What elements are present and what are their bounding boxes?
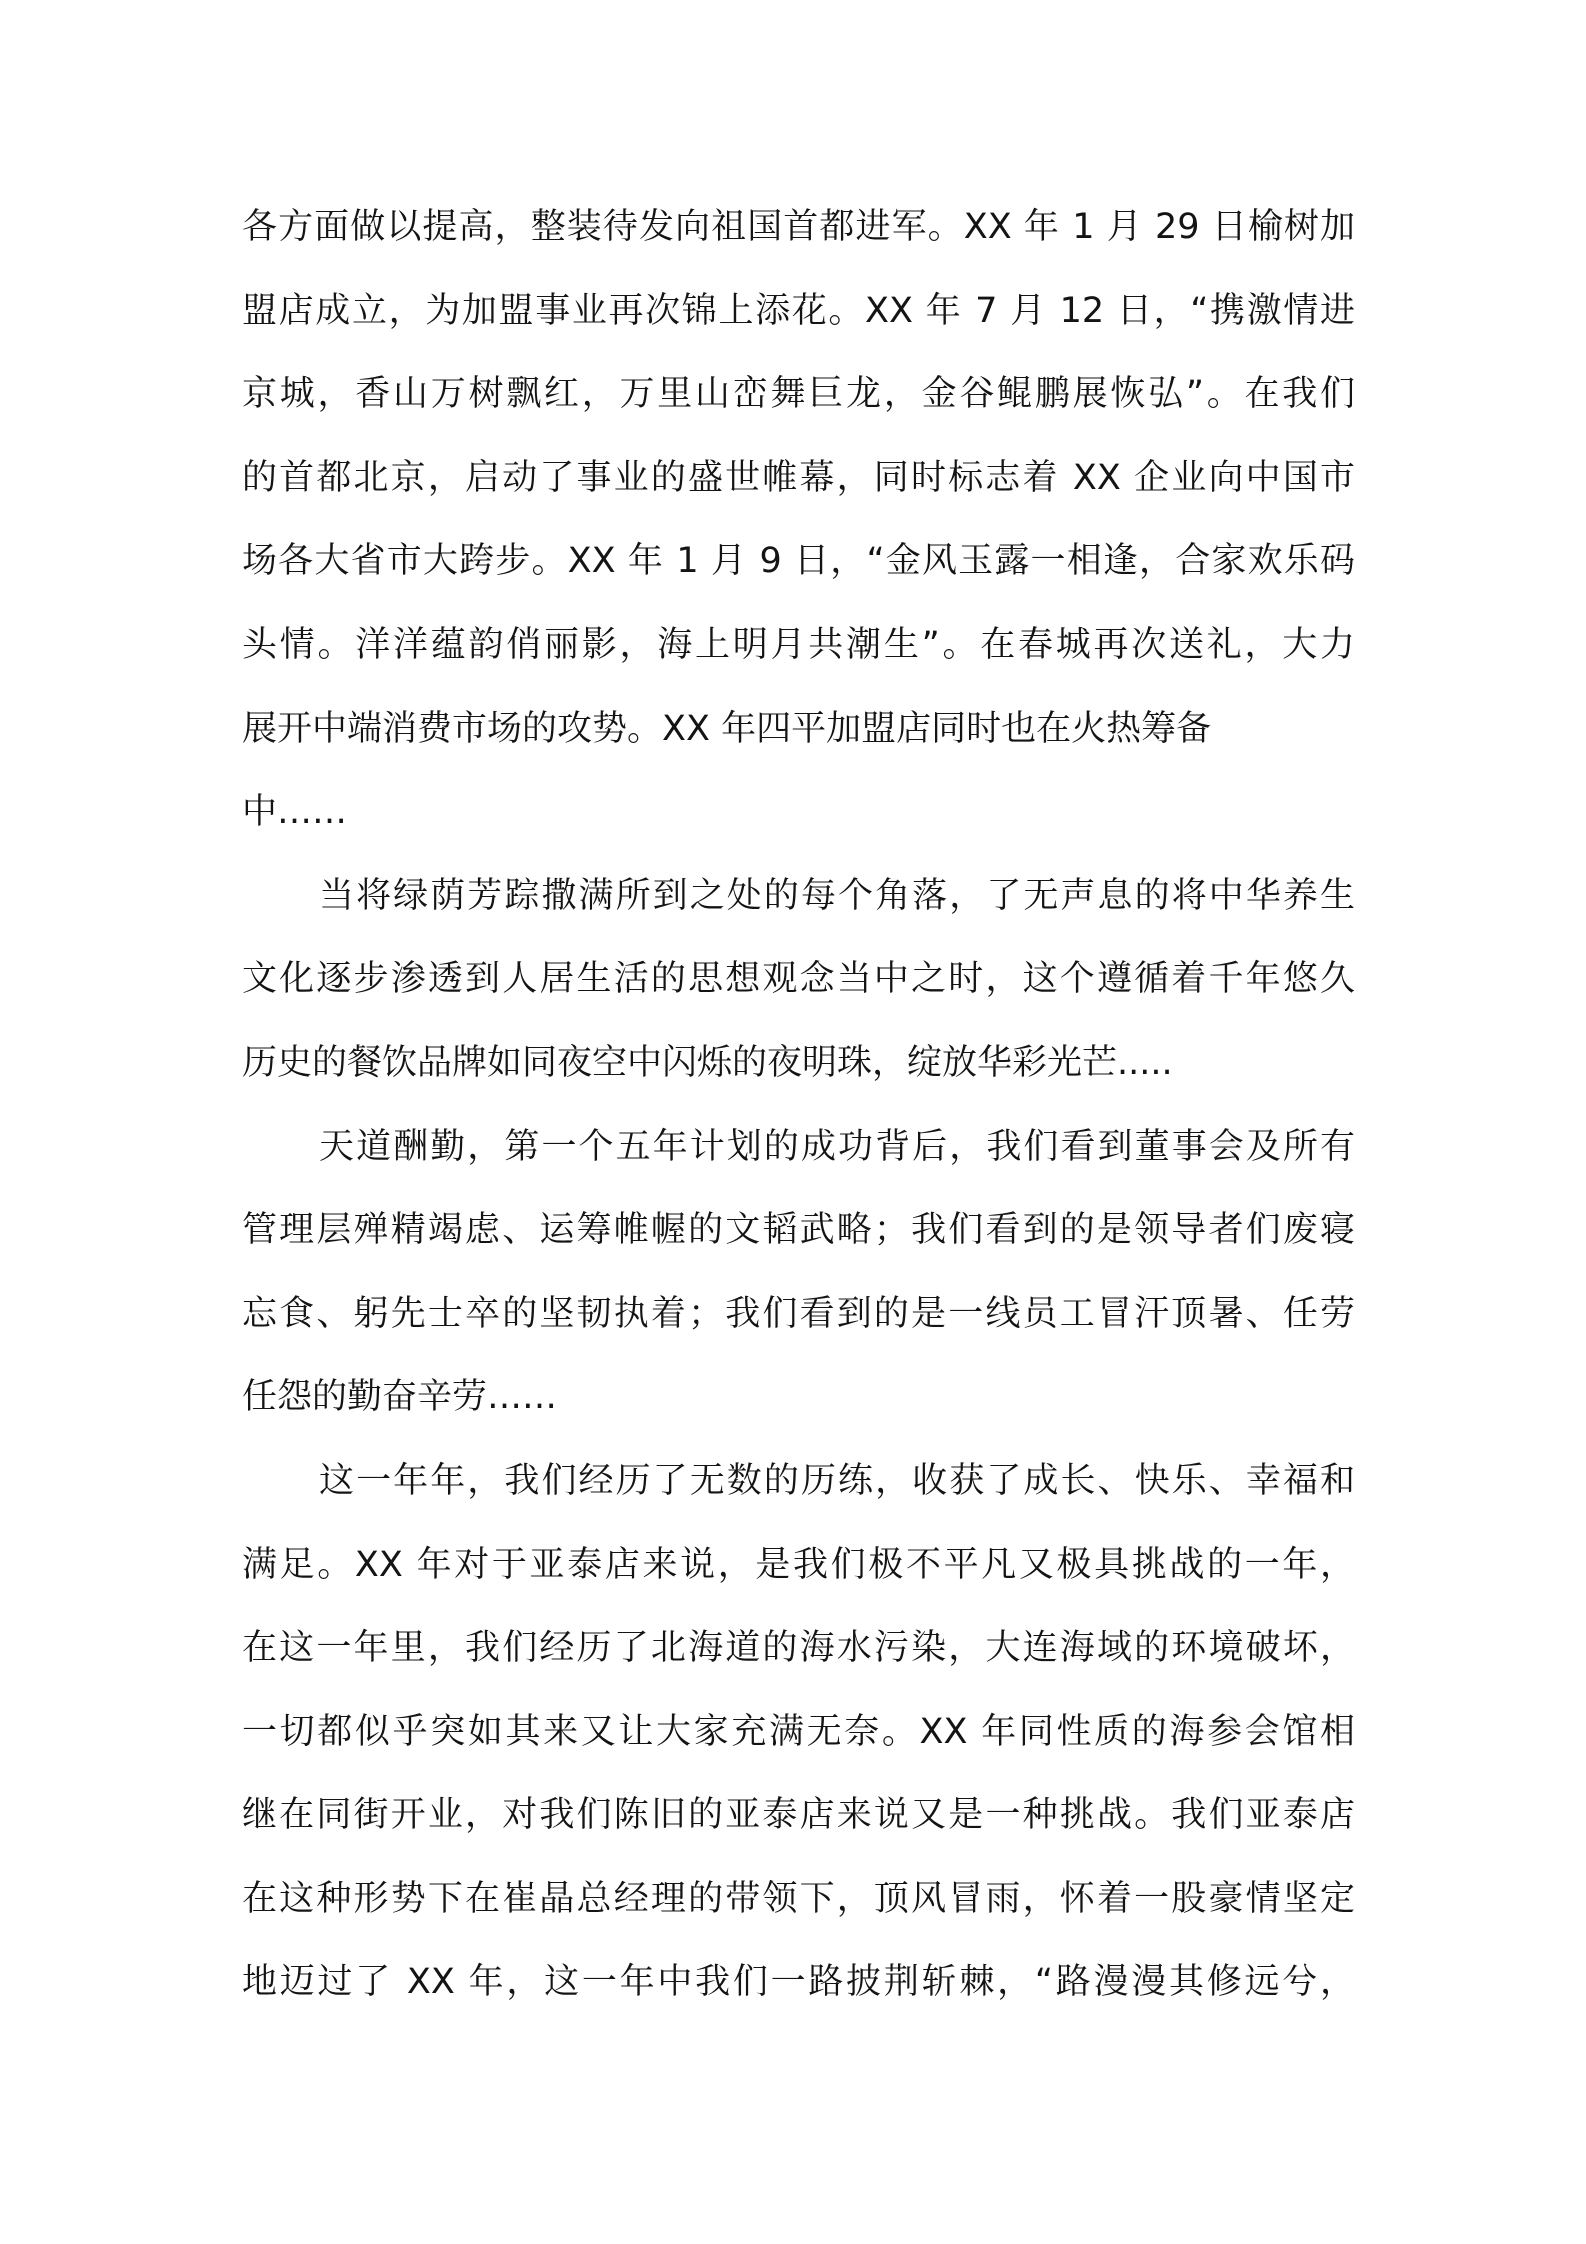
text-line: 历史的餐饮品牌如同夜空中闪烁的夜明珠，绽放华彩光芒.....	[242, 1042, 1173, 1083]
text-line: 中……	[242, 792, 348, 833]
text-line: 文化逐步渗透到人居生活的思想观念当中之时，这个遵循着千年悠久	[242, 959, 1355, 1000]
text-line: 的首都北京，启动了事业的盛世帷幕，同时标志着 XX 企业向中国市	[242, 457, 1355, 498]
text-line: 这一年年，我们经历了无数的历练，收获了成长、快乐、幸福和	[319, 1460, 1355, 1501]
text-line: 展开中端消费市场的攻势。XX 年四平加盟店同时也在火热筹备	[242, 708, 1212, 749]
text-line: 忘食、躬先士卒的坚韧执着；我们看到的是一线员工冒汗顶暑、任劳	[242, 1293, 1355, 1334]
text-line: 在这种形势下在崔晶总经理的带领下，顶风冒雨，怀着一股豪情坚定	[242, 1878, 1355, 1919]
text-line: 头情。洋洋蕴韵俏丽影，海上明月共潮生”。在春城再次送礼，大力	[242, 624, 1355, 665]
text-line: 天道酬勤，第一个五年计划的成功背后，我们看到董事会及所有	[319, 1126, 1355, 1167]
text-line: 继在同街开业，对我们陈旧的亚泰店来说又是一种挑战。我们亚泰店	[242, 1795, 1355, 1836]
text-line: 当将绿荫芳踪撒满所到之处的每个角落，了无声息的将中华养生	[319, 875, 1355, 916]
text-line: 在这一年里，我们经历了北海道的海水污染，大连海域的环境破坏，	[242, 1628, 1355, 1669]
paragraph-2	[242, 855, 1355, 1106]
text-line: 地迈过了 XX 年，这一年中我们一路披荆斩棘，“路漫漫其修远兮，	[242, 1962, 1355, 2003]
text-line: 京城，香山万树飘红，万里山峦舞巨龙，金谷鲲鹏展恢弘”。在我们	[242, 374, 1355, 415]
paragraph-4	[242, 1440, 1355, 2025]
text-line: 任怨的勤奋辛劳……	[242, 1377, 558, 1418]
text-line: 场各大省市大跨步。XX 年 1 月 9 日，“金风玉露一相逢，合家欢乐码	[242, 541, 1355, 582]
text-line: 满足。XX 年对于亚泰店来说，是我们极不平凡又极具挑战的一年，	[242, 1544, 1355, 1585]
document-body	[242, 186, 1355, 2025]
paragraph-1	[242, 186, 1355, 855]
text-line: 盟店成立，为加盟事业再次锦上添花。XX 年 7 月 12 日，“携激情进	[242, 290, 1355, 331]
text-line: 一切都似乎突如其来又让大家充满无奈。XX 年同性质的海参会馆相	[242, 1711, 1355, 1752]
text-line: 各方面做以提高，整装待发向祖国首都进军。XX 年 1 月 29 日榆树加	[242, 207, 1355, 247]
paragraph-3	[242, 1106, 1355, 1440]
text-line: 管理层殚精竭虑、运筹帷幄的文韬武略；我们看到的是领导者们废寝	[242, 1210, 1355, 1251]
